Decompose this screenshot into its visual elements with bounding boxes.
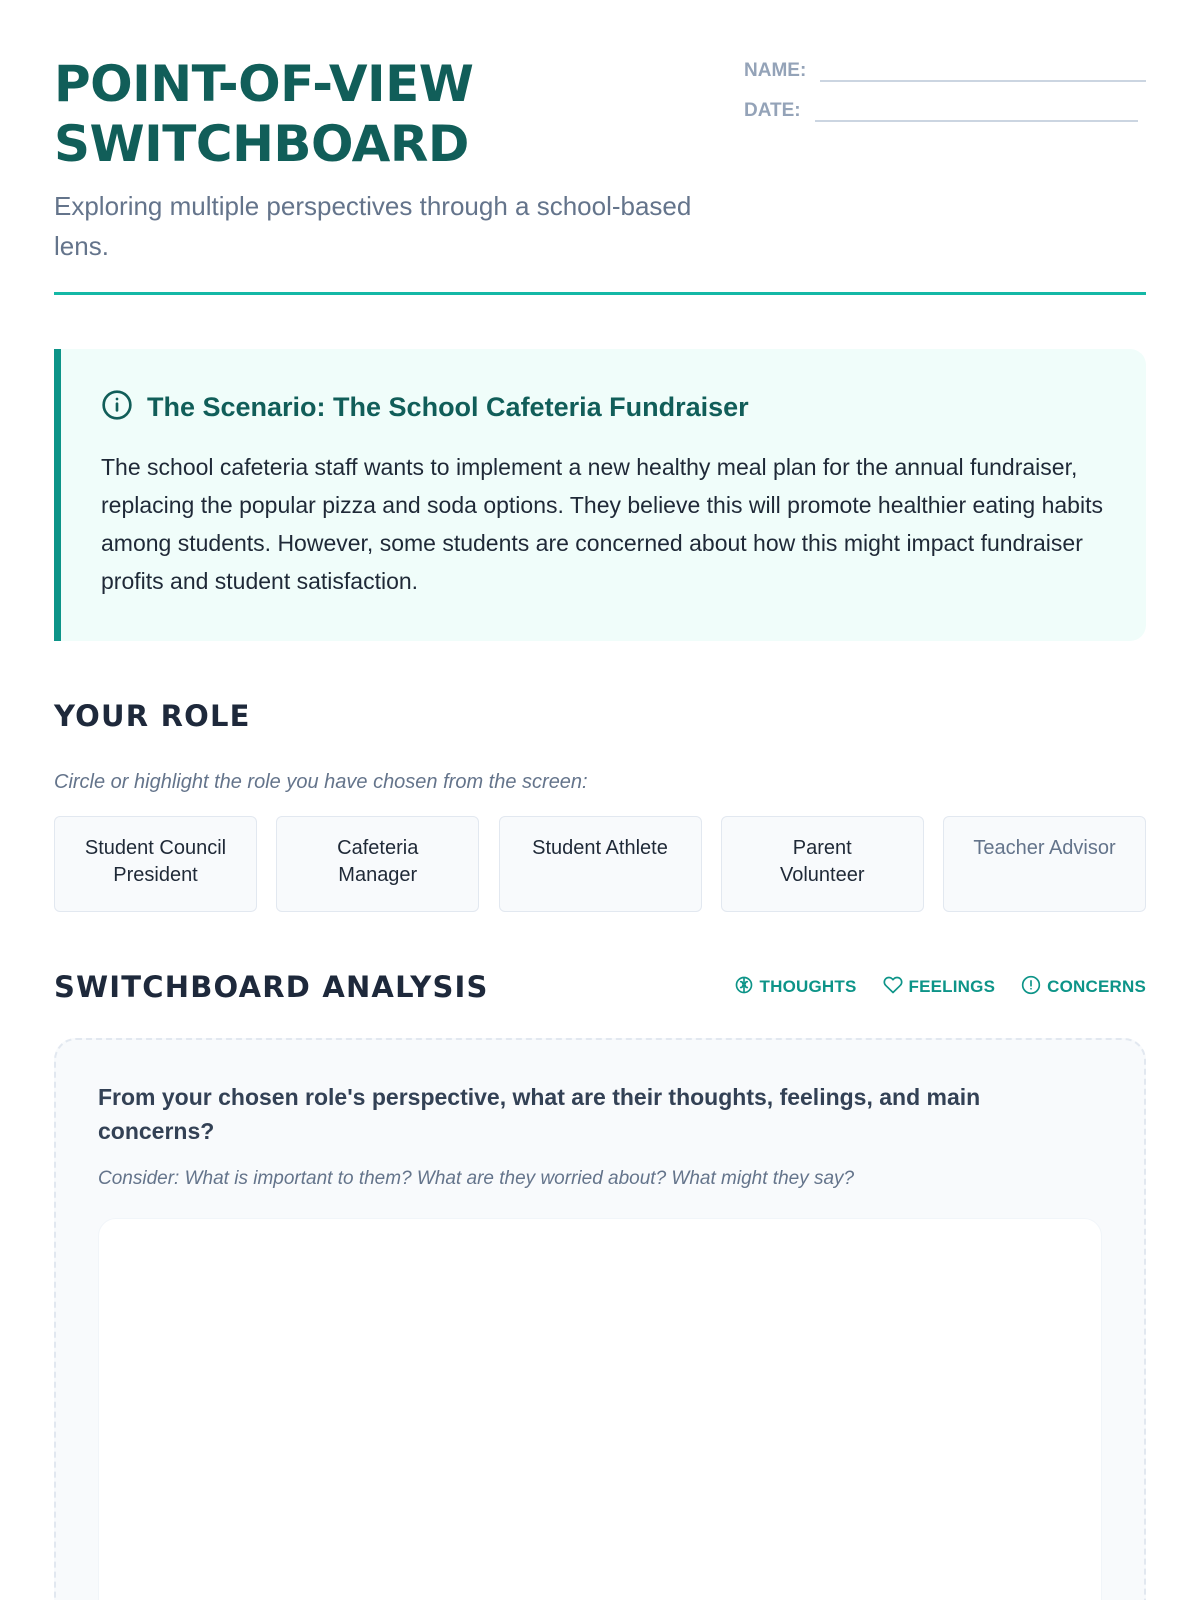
answer-area[interactable]	[98, 1218, 1102, 1600]
scenario-text: The school cafeteria staff wants to implement a new healthy meal plan for the annual fundraiser, replacing the popular pizza and soda options. They believe this will promote healthier eating habits among students. However, some students are concerned about how this might impact fundraiser profits and student satisfaction.	[101, 454, 1103, 594]
analysis-box	[54, 1038, 1146, 1600]
meta-fields	[744, 54, 1146, 134]
role-section-title: YOUR ROLE	[54, 699, 251, 733]
page-header	[54, 54, 1146, 295]
brain-icon	[734, 975, 760, 1000]
page-subtitle: Exploring multiple perspectives through a school-based lens.	[54, 191, 692, 261]
role-label: Parent Volunteer	[779, 837, 865, 886]
role-label: Teacher Advisor	[973, 837, 1116, 859]
role-card-teacher-advisor[interactable]	[943, 816, 1146, 912]
legend-thoughts	[734, 975, 857, 1000]
name-label: NAME:	[744, 60, 807, 81]
switchboard-title: SWITCHBOARD ANALYSIS	[54, 970, 489, 1004]
role-hint: Circle or highlight the role you have chosen from the screen:	[54, 771, 588, 793]
role-options	[54, 816, 1146, 912]
name-field[interactable]	[820, 58, 1146, 82]
heart-icon	[883, 975, 909, 1000]
alert-circle-icon	[1021, 975, 1047, 1000]
role-card-student-athlete[interactable]	[499, 816, 702, 912]
role-section	[54, 699, 1146, 912]
legend-label: CONCERNS	[1047, 977, 1146, 996]
role-label: Student Council President	[84, 837, 227, 886]
page-title-line-2: SWITCHBOARD	[54, 115, 469, 173]
role-card-parent-volunteer[interactable]	[721, 816, 924, 912]
date-label: DATE:	[744, 100, 801, 121]
role-label: Cafeteria Manager	[337, 837, 419, 886]
name-row	[744, 54, 1146, 82]
switchboard-header	[54, 970, 1146, 1004]
scenario-heading	[101, 389, 1104, 426]
role-label: Student Athlete	[532, 837, 668, 859]
title-block	[54, 54, 714, 266]
role-card-student-council-president[interactable]	[54, 816, 257, 912]
legend-concerns	[1021, 975, 1146, 1000]
legend-feelings	[883, 975, 996, 1000]
date-row	[744, 94, 1146, 122]
scenario-title: The Scenario: The School Cafeteria Fundraiser	[147, 392, 749, 422]
page-title-line-1: POINT-OF-VIEW	[54, 55, 474, 113]
date-field[interactable]	[815, 98, 1138, 122]
analysis-question: From your chosen role's perspective, what are their thoughts, feelings, and main concerns?	[98, 1084, 981, 1144]
scenario-box	[54, 349, 1146, 641]
switchboard-legend	[708, 975, 1146, 1000]
page-title	[54, 54, 714, 174]
analysis-hint: Consider: What is important to them? What are they worried about? What might they say?	[98, 1168, 855, 1189]
info-circle-icon	[101, 389, 133, 426]
legend-label: FEELINGS	[908, 977, 996, 996]
legend-label: THOUGHTS	[759, 977, 857, 996]
role-card-cafeteria-manager[interactable]	[276, 816, 479, 912]
